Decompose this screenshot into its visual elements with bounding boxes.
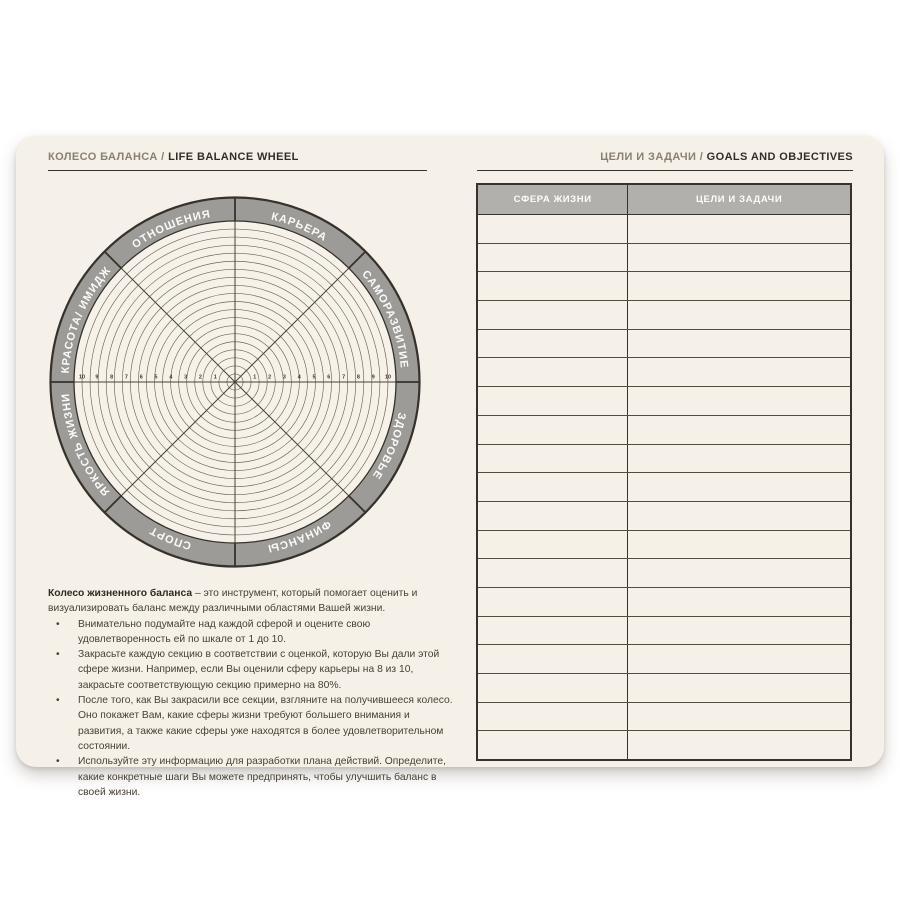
goals-table-body [478,215,850,759]
scale-number: 6 [139,374,143,381]
table-row [478,616,850,645]
life-sphere-cell [478,416,628,444]
goals-cell [628,358,850,386]
goals-cell [628,731,850,759]
goals-cell [628,445,850,473]
table-row [478,329,850,358]
sector-label: ЗДОРОВЬЕ [369,411,408,482]
scale-number: 9 [371,374,375,381]
scale-number: 1 [213,374,217,381]
left-page-title [48,151,427,171]
table-row [478,386,850,415]
life-sphere-cell [478,617,628,645]
right-page-title [477,151,853,171]
scale-number: 4 [169,374,173,381]
right-title-english: GOALS AND OBJECTIVES [706,151,853,163]
sector-label: ОТНОШЕНИЯ [130,208,212,252]
scale-number: 10 [385,374,391,381]
scale-number: 4 [297,374,301,381]
scale-number: 8 [110,374,114,381]
scale-number: 7 [124,374,128,381]
life-sphere-cell [478,703,628,731]
instruction-item: • Закрасьте каждую секцию в соответствии с оценкой, которую Вы дали этой сфере жизни. Например, если Вы оценили сферу карьеры на 8 из 10, закрасьте соответствующую секцию примерно на 80%. [48,647,456,693]
life-sphere-cell [478,473,628,501]
table-row [478,215,850,243]
sector-label: КАРЬЕРА [270,210,330,245]
life-sphere-cell [478,559,628,587]
table-row [478,530,850,559]
goals-cell [628,301,850,329]
goals-cell [628,588,850,616]
instruction-item: • После того, как Вы закрасили все секции, взгляните на получившееся колесо. Оно покажет Вам, какие сферы жизни требуют большего внимания и развития, а также какие сферы уже находятся в более удовлетворительном состоянии. [48,693,456,754]
scale-number: 1 [253,374,257,381]
life-sphere-cell [478,731,628,759]
scale-number: 8 [356,374,360,381]
right-title-russian: ЦЕЛИ И ЗАДАЧИ / [600,151,704,163]
goals-cell [628,559,850,587]
scale-number: 2 [198,374,202,381]
life-sphere-cell [478,674,628,702]
life-sphere-cell [478,502,628,530]
scale-number: 5 [154,374,158,381]
sector-label: САМОРАЗВИТИЕ [359,268,410,370]
wheel-instructions [48,586,456,800]
sector-label: КРАСОТА/ ИМИДЖ [59,264,114,374]
goals-cell [628,645,850,673]
table-row [478,644,850,673]
life-sphere-cell [478,301,628,329]
life-sphere-cell [478,358,628,386]
goals-cell [628,272,850,300]
instructions-intro [48,586,456,617]
table-row [478,415,850,444]
scale-number: 9 [95,374,99,381]
table-row [478,558,850,587]
life-sphere-cell [478,244,628,272]
table-row [478,444,850,473]
scale-number: 3 [184,374,188,381]
life-sphere-cell [478,215,628,243]
goals-cell [628,674,850,702]
goals-cell [628,473,850,501]
life-sphere-cell [478,272,628,300]
life-sphere-cell [478,531,628,559]
table-row [478,243,850,272]
sector-label: ФИНАНСЫ [266,517,333,555]
scale-number: 5 [312,374,316,381]
goals-cell [628,244,850,272]
column-header-goals: ЦЕЛИ И ЗАДАЧИ [696,194,783,205]
sector-label: СПОРТ [147,523,193,552]
instruction-item: • Используйте эту информацию для разработки плана действий. Определите, какие конкретные шаги Вы можете предпринять, чтобы улучшить баланс в своей жизни. [48,754,456,800]
sector-label: ЯРКОСТЬ ЖИЗНИ [59,392,113,498]
goals-cell [628,215,850,243]
instruction-item: • Внимательно подумайте над каждой сферой и оцените свою удовлетворенность ей по шкале от 1 до 10. [48,617,456,648]
life-sphere-cell [478,645,628,673]
goals-cell [628,330,850,358]
scale-number: 10 [79,374,85,381]
scale-number: 3 [282,374,286,381]
planner-page-card [16,136,884,798]
scale-number: 2 [268,374,272,381]
table-row [478,357,850,386]
goals-table-header [478,185,850,215]
instructions-intro-term: Колесо жизненного баланса [48,588,193,599]
life-sphere-cell [478,330,628,358]
instructions-list [48,617,456,801]
goals-table [476,183,852,761]
scale-number: 6 [327,374,331,381]
instructions-intro-text: – это инструмент, который помогает оценить и визуализировать баланс между различными областями Вашей жизни. [48,588,418,615]
goals-cell [628,617,850,645]
life-sphere-cell [478,387,628,415]
left-title-russian: КОЛЕСО БАЛАНСА / [48,151,165,163]
goals-cell [628,502,850,530]
table-row [478,472,850,501]
table-row [478,300,850,329]
life-balance-wheel [45,192,425,572]
column-header-life-sphere: СФЕРА ЖИЗНИ [478,185,628,214]
scale-number: 7 [342,374,346,381]
table-row [478,702,850,731]
life-sphere-cell [478,588,628,616]
goals-cell [628,416,850,444]
table-row [478,271,850,300]
table-row [478,501,850,530]
table-row [478,673,850,702]
table-row [478,730,850,759]
table-row [478,587,850,616]
goals-cell [628,703,850,731]
goals-cell [628,531,850,559]
life-sphere-cell [478,445,628,473]
goals-cell [628,387,850,415]
left-title-english: LIFE BALANCE WHEEL [168,151,299,163]
